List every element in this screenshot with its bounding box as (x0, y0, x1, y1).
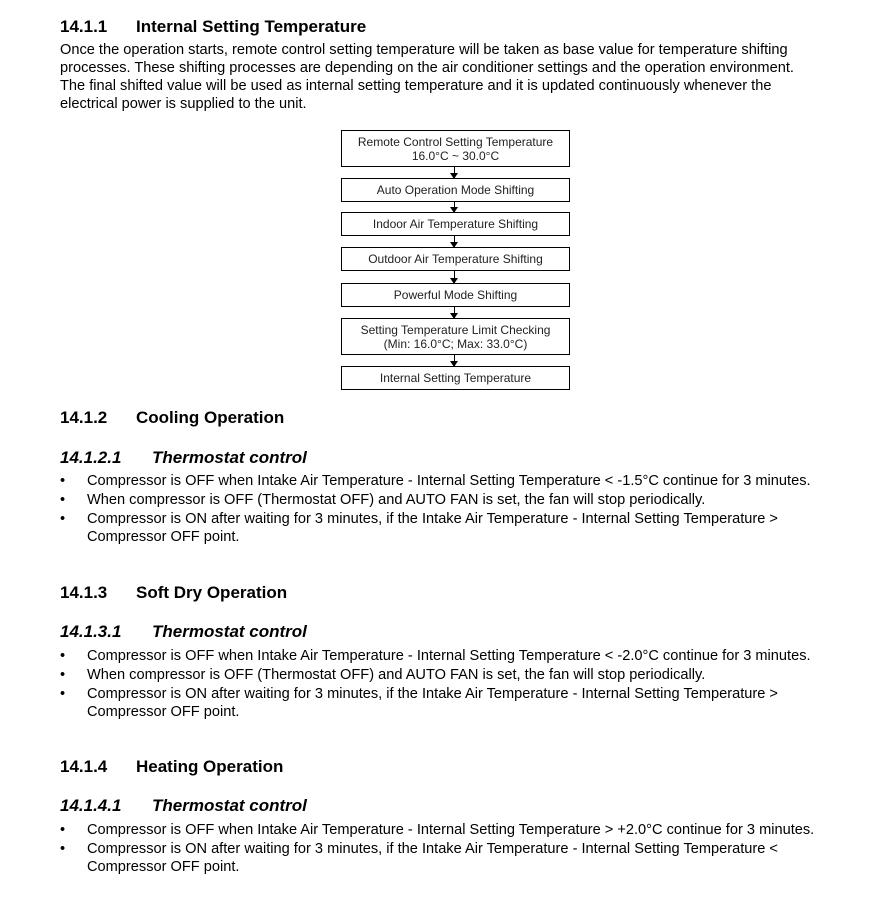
paragraph-line: processes. These shifting processes are depending on the air conditioner settings and the operation environment. (60, 60, 794, 76)
section-number: 14.1.1 (60, 17, 108, 36)
flow-box-label: Indoor Air Temperature Shifting (372, 217, 539, 231)
bullet-text-continued: Compressor OFF point. (87, 859, 240, 875)
heading-heating-operation (60, 757, 283, 777)
section-title: Internal Setting Temperature (136, 17, 367, 36)
flow-box-auto-operation-mode (341, 178, 570, 202)
bullet-text-continued: Compressor OFF point. (87, 529, 240, 545)
flow-box-indoor-air-temperature (341, 212, 570, 236)
section-title: Soft Dry Operation (136, 583, 288, 602)
bullet-icon: • (60, 648, 66, 664)
flow-box-label: Remote Control Setting Temperature (357, 134, 554, 149)
list-item (60, 666, 811, 684)
bullet-icon: • (60, 822, 66, 838)
paragraph-line: electrical power is supplied to the unit. (60, 96, 307, 112)
flow-box-outdoor-air-temperature (341, 247, 570, 271)
subheading-heating-thermostat-control (60, 796, 307, 816)
list-item (60, 472, 811, 490)
section-title: Cooling Operation (136, 408, 285, 427)
list-item (60, 510, 811, 546)
flow-box-limits: (Min: 16.0°C; Max: 33.0°C) (383, 336, 528, 351)
section-title: Heating Operation (136, 757, 284, 776)
subsection-number: 14.1.2.1 (60, 448, 122, 467)
list-item (60, 840, 814, 876)
flow-box-range: 16.0°C ~ 30.0°C (411, 148, 500, 163)
bullet-text: Compressor is ON after waiting for 3 minutes, if the Intake Air Temperature - Internal Setting Temperature > (87, 686, 778, 702)
flow-box-remote-control-setting (341, 130, 570, 167)
flow-arrow-down-icon (454, 355, 455, 366)
bullet-text: When compressor is OFF (Thermostat OFF) and AUTO FAN is set, the fan will stop periodically. (87, 492, 706, 508)
flow-arrow-down-icon (454, 307, 455, 318)
heating-thermostat-bullets (60, 821, 814, 877)
bullet-icon: • (60, 492, 66, 508)
flow-box-powerful-mode (341, 283, 570, 307)
bullet-text: Compressor is OFF when Intake Air Temperature - Internal Setting Temperature < -1.5°C continue for 3 minutes. (87, 473, 811, 489)
flow-arrow-down-icon (454, 202, 455, 212)
list-item (60, 821, 814, 839)
paragraph-line: Once the operation starts, remote control setting temperature will be taken as base value for temperature shifting (60, 42, 788, 58)
heading-soft-dry-operation (60, 583, 287, 603)
flow-arrow-down-icon (454, 271, 455, 283)
section-number: 14.1.2 (60, 408, 108, 427)
cooling-thermostat-bullets (60, 472, 811, 547)
bullet-icon: • (60, 841, 66, 857)
bullet-icon: • (60, 667, 66, 683)
list-item (60, 491, 811, 509)
bullet-text: Compressor is ON after waiting for 3 minutes, if the Intake Air Temperature - Internal Setting Temperature < (87, 841, 778, 857)
subheading-soft-dry-thermostat-control (60, 622, 307, 642)
flow-box-label: Internal Setting Temperature (379, 371, 532, 385)
flow-arrow-down-icon (454, 167, 455, 178)
flow-box-label: Setting Temperature Limit Checking (360, 322, 551, 337)
section-number: 14.1.4 (60, 757, 108, 776)
subsection-title: Thermostat control (152, 796, 307, 815)
section-number: 14.1.3 (60, 583, 108, 602)
bullet-text: When compressor is OFF (Thermostat OFF) and AUTO FAN is set, the fan will stop periodically. (87, 667, 706, 683)
flow-box-limit-checking (341, 318, 570, 355)
heading-internal-setting-temperature (60, 17, 366, 37)
bullet-text: Compressor is OFF when Intake Air Temperature - Internal Setting Temperature < -2.0°C continue for 3 minutes. (87, 648, 811, 664)
subheading-cooling-thermostat-control (60, 448, 307, 468)
flow-box-label: Powerful Mode Shifting (393, 288, 518, 302)
flow-arrow-down-icon (454, 236, 455, 247)
flow-box-label: Outdoor Air Temperature Shifting (368, 252, 543, 266)
bullet-text: Compressor is ON after waiting for 3 minutes, if the Intake Air Temperature - Internal Setting Temperature > (87, 511, 778, 527)
soft-dry-thermostat-bullets (60, 647, 811, 722)
subsection-number: 14.1.3.1 (60, 622, 122, 641)
bullet-icon: • (60, 686, 66, 702)
bullet-text: Compressor is OFF when Intake Air Temperature - Internal Setting Temperature > +2.0°C continue for 3 minutes. (87, 822, 815, 838)
flow-box-internal-setting-temperature (341, 366, 570, 390)
intro-paragraph (60, 41, 860, 113)
flow-box-label: Auto Operation Mode Shifting (376, 183, 535, 197)
bullet-icon: • (60, 511, 66, 527)
subsection-title: Thermostat control (152, 622, 307, 641)
bullet-text-continued: Compressor OFF point. (87, 704, 240, 720)
subsection-title: Thermostat control (152, 448, 307, 467)
bullet-icon: • (60, 473, 66, 489)
subsection-number: 14.1.4.1 (60, 796, 122, 815)
heading-cooling-operation (60, 408, 284, 428)
list-item (60, 647, 811, 665)
paragraph-line: The final shifted value will be used as internal setting temperature and it is updated continuously whenever the (60, 78, 772, 94)
list-item (60, 685, 811, 721)
